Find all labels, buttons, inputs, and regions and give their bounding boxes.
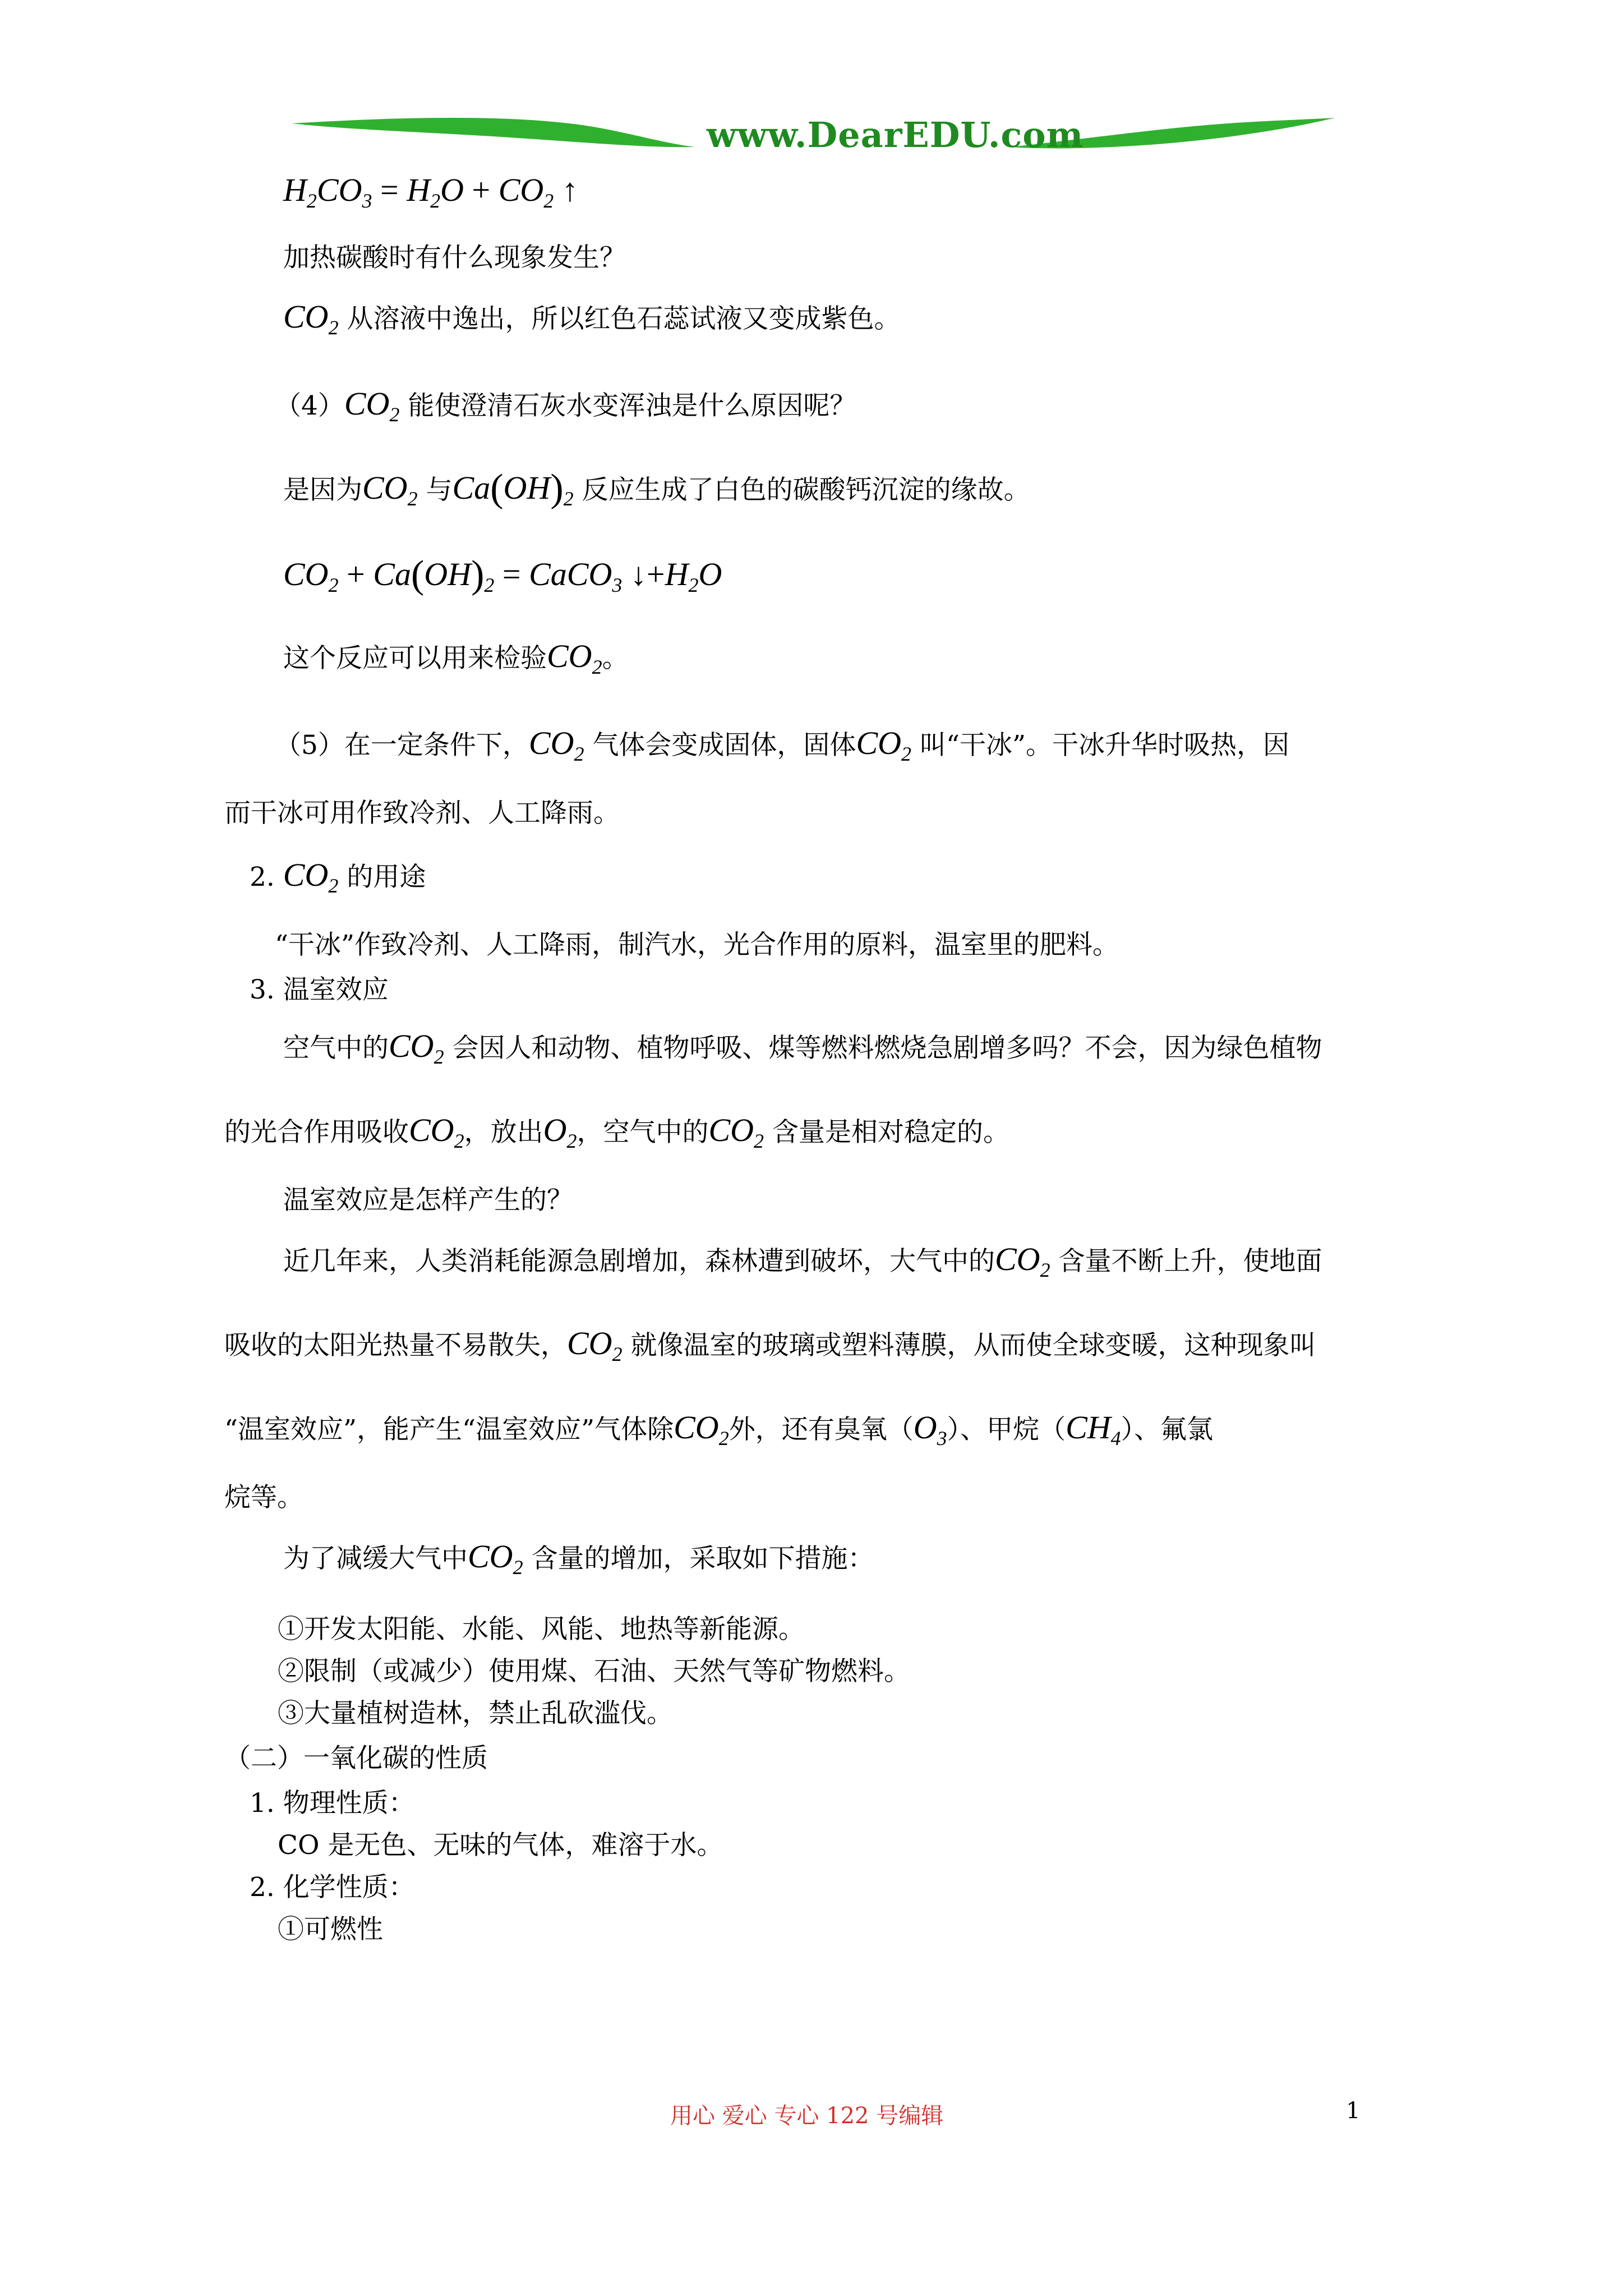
paragraph-greenhouse-2: 吸收的太阳光热量不易散失，$CO_2$ 就像温室的玻璃或塑料薄膜，从而使全球变暖，这种现象叫 — [224, 1325, 1316, 1365]
footer-text: 用心 爱心 专心 122 号编辑 — [670, 2103, 944, 2129]
measure-3: ③大量植树造林，禁止乱砍滥伐。 — [278, 1698, 673, 1729]
paragraph-co2-balance-1: 空气中的$CO_2$ 会因人和动物、植物呼吸、煤等燃料燃烧急剧增多吗？不会，因为绿色植物 — [283, 1028, 1322, 1068]
paragraph-dry-ice-1: （5）在一定条件下，$CO_2$ 气体会变成固体，固体$CO_2$ 叫“干冰”。干冰升华时吸热，因 — [275, 725, 1290, 765]
page-number: 1 — [1346, 2098, 1361, 2124]
logo-text: www.DearEDU.com — [707, 114, 1084, 155]
heading-co2-uses: 2. $CO_2$ 的用途 — [250, 857, 426, 897]
answer-co2-escapes: $CO_2$ 从溶液中逸出，所以红色石蕊试液又变成紫色。 — [283, 298, 901, 339]
question-limewater: $(4)CO_2$ 能使澄清石灰水变浑浊是什么原因呢？ — [275, 385, 856, 426]
paragraph-greenhouse-1: 近几年来，人类消耗能源急剧增加，森林遭到破坏，大气中的$CO_2$ 含量不断上升，使地面 — [283, 1241, 1322, 1281]
paragraph-dry-ice-2: 而干冰可用作致冷剂、人工降雨。 — [224, 798, 620, 829]
heading-physical-properties: 1. 物理性质： — [250, 1788, 415, 1819]
measures-intro: 为了减缓大气中$CO_2$ 含量的增加，采取如下措施： — [283, 1538, 874, 1579]
question-heating-carbonic-acid: 加热碳酸时有什么现象发生？ — [283, 242, 626, 273]
equation-carbonic-acid-decomposition: $H_2CO_3 = H_2O + CO_2$ ↑ — [283, 172, 578, 212]
heading-greenhouse-effect: 3. 温室效应 — [250, 974, 389, 1005]
co2-uses-list: “干冰”作致冷剂、人工降雨，制汽水，光合作用的原料，温室里的肥料。 — [275, 930, 1119, 960]
question-greenhouse-cause: 温室效应是怎样产生的？ — [283, 1185, 573, 1216]
heading-chemical-properties: 2. 化学性质： — [250, 1872, 415, 1903]
paragraph-greenhouse-4: 烷等。 — [224, 1482, 303, 1513]
paragraph-greenhouse-3: “温室效应”，能产生“温室效应”气体除$CO_2$外，还有臭氧$(O_3)$、甲烷$(CH_4)$、氟氯 — [224, 1409, 1214, 1450]
co-flammability: ①可燃性 — [278, 1914, 383, 1945]
co-physical-description: CO 是无色、无味的气体，难溶于水。 — [278, 1830, 723, 1861]
equation-limewater-reaction: $CO_2 + Ca(OH)_2$ = CaCO$_3$ $↓+H_2O$ — [283, 553, 722, 596]
note-test-co2: 这个反应可以用来检验$CO_2$。 — [283, 638, 629, 678]
heading-co-properties: （二）一氧化碳的性质 — [224, 1743, 488, 1774]
logo-left-swoosh — [292, 118, 695, 147]
header-logo — [292, 107, 1335, 168]
paragraph-co2-balance-2: 的光合作用吸收$CO_2$，放出$O_2$，空气中的$CO_2$ 含量是相对稳定的。 — [224, 1112, 1009, 1152]
measure-1: ①开发太阳能、水能、风能、地热等新能源。 — [278, 1614, 805, 1645]
answer-limewater: 是因为$CO_2$ 与$Ca(OH)_2$ 反应生成了白色的碳酸钙沉淀的缘故。 — [283, 467, 1030, 510]
measure-2: ②限制（或减少）使用煤、石油、天然气等矿物燃料。 — [278, 1656, 910, 1687]
